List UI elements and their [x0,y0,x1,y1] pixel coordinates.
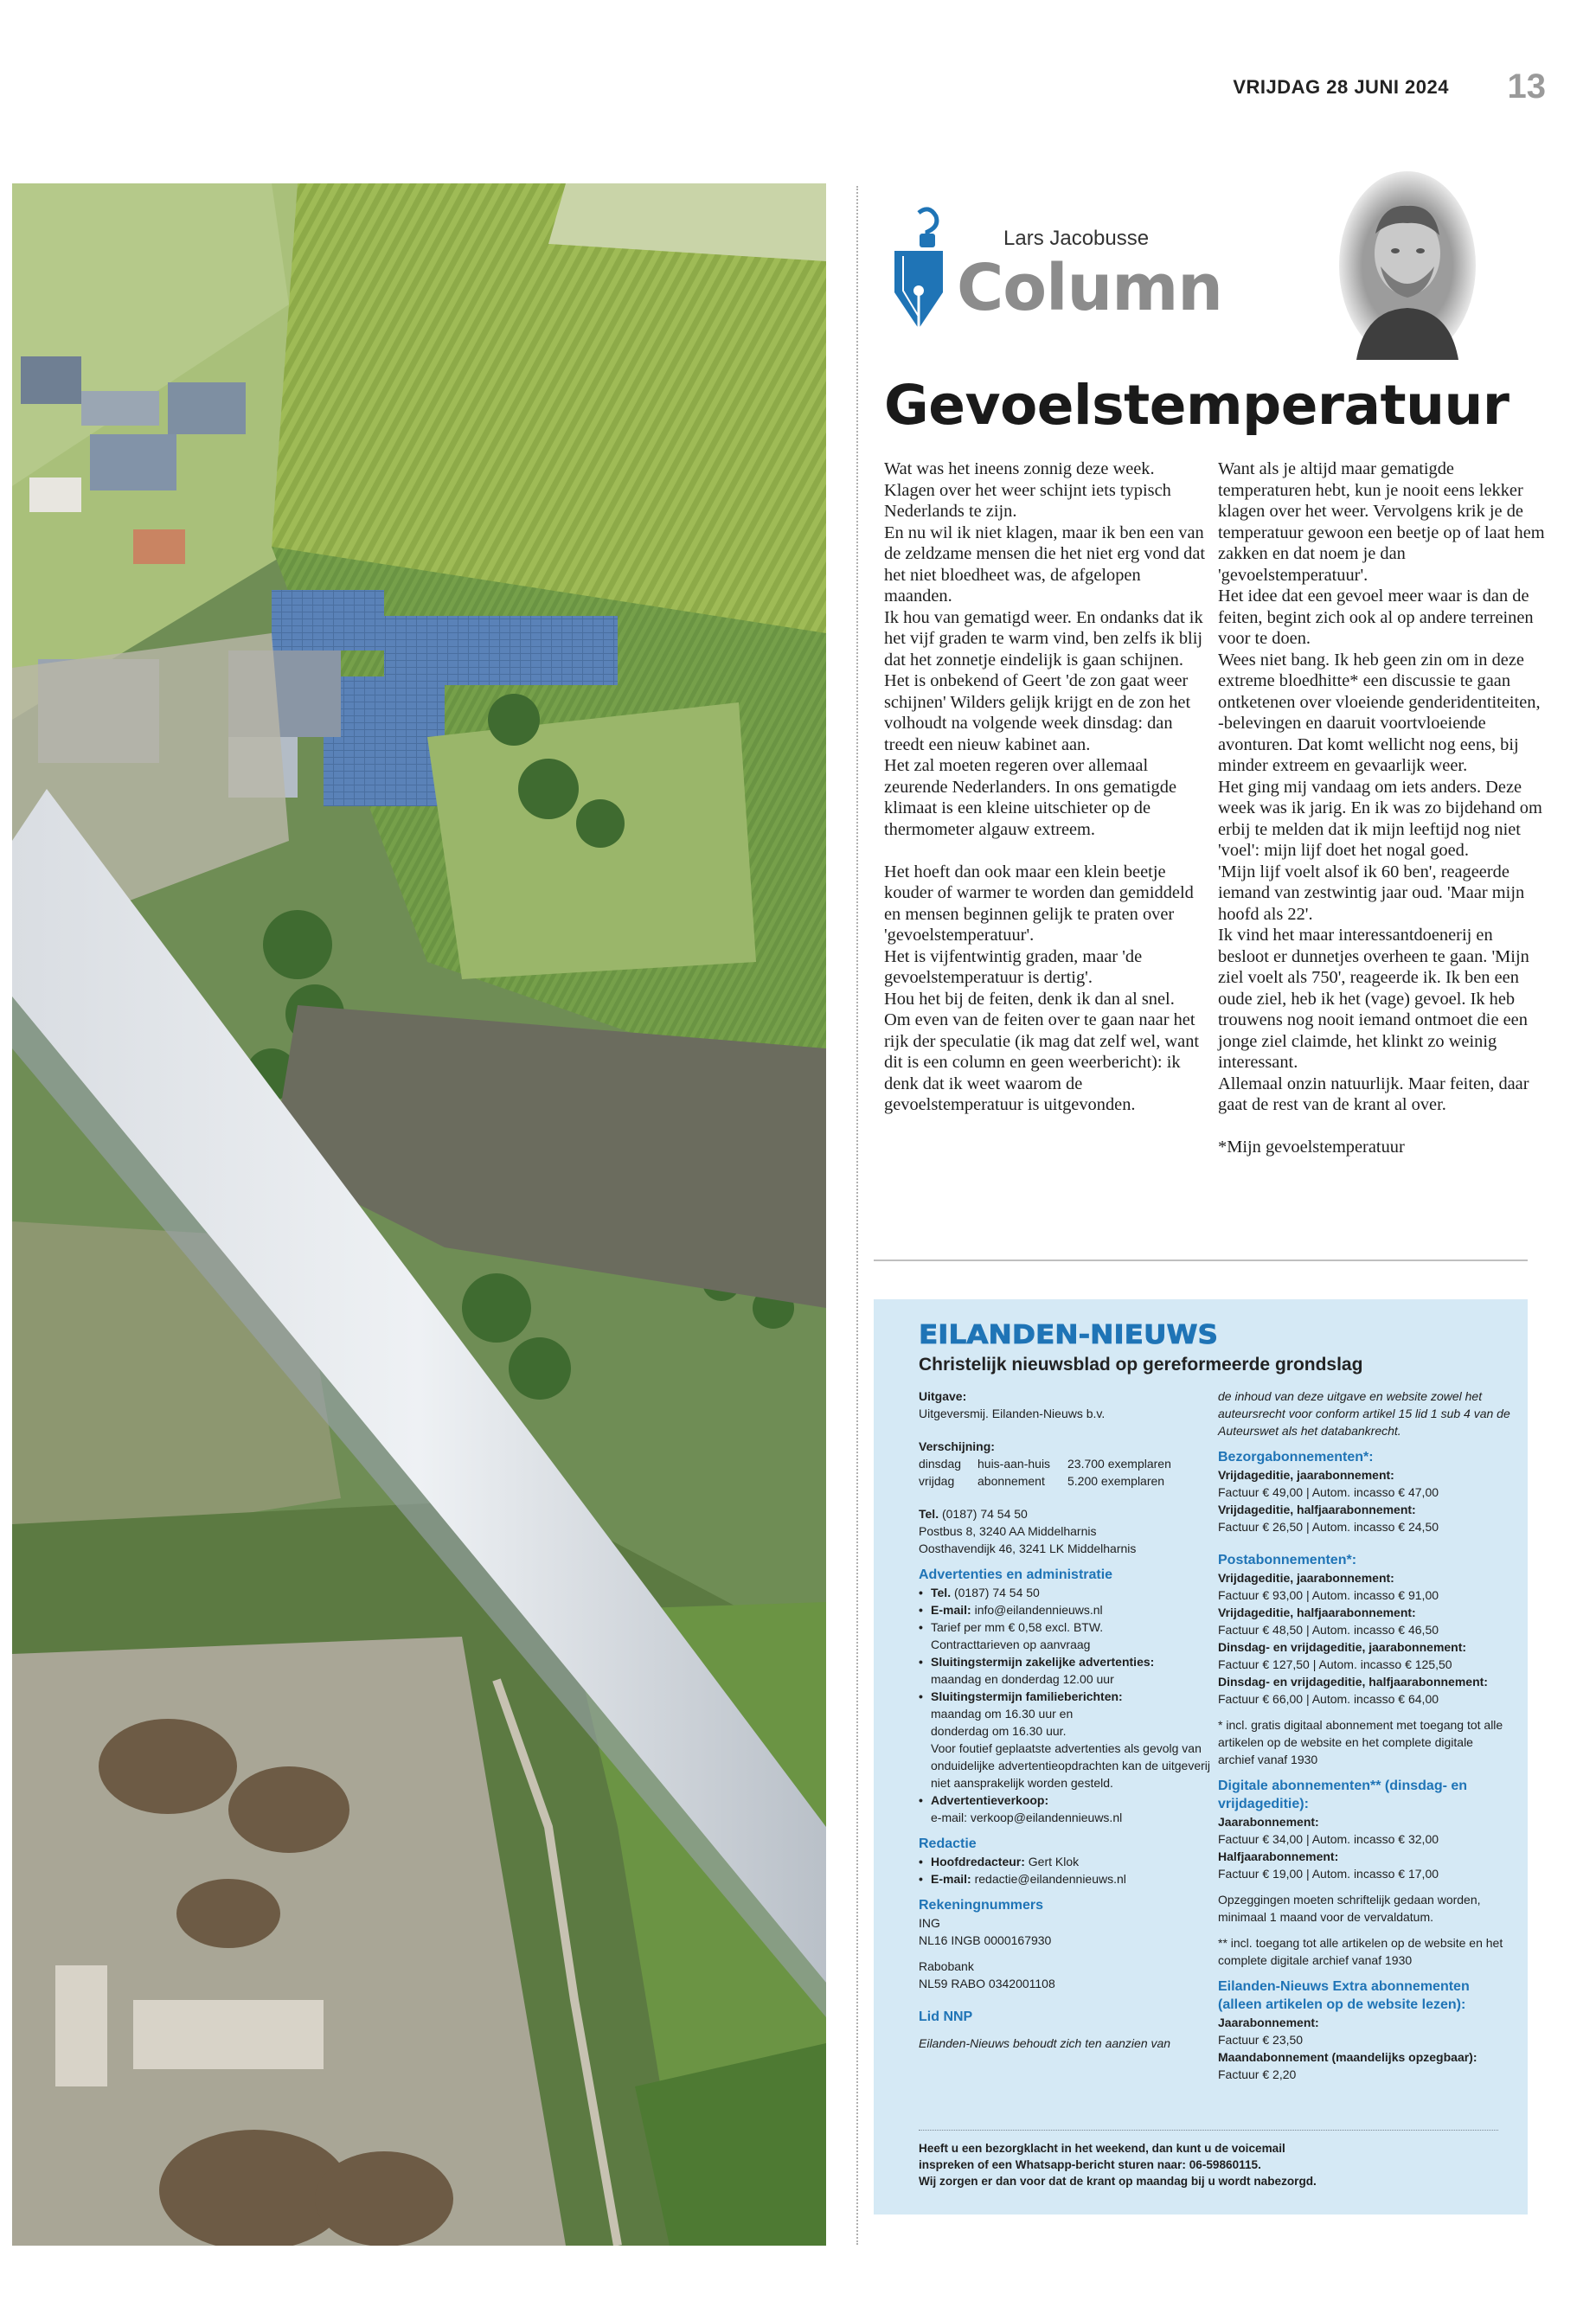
bezorg-half-label: Vrijdageditie, halfjaarabonnement: [1218,1503,1416,1516]
portrait-icon [1339,171,1476,360]
digitaal-heading: Digitale abonnementen** (dinsdag- en vrijdageditie): [1218,1779,1468,1811]
aerial-photo-icon [12,183,826,2246]
footer-line-2: inspreken of een Whatsapp-bericht sturen naar: 06-59860115. [919,2158,1261,2171]
adv-sluit-familie: • Sluitingstermijn familieberichten: maandag om 16.30 uur en donderdag om 16.30 uur. Voor foutief geplaatste advertenties als gevolg van onduidelijke advertentieopdrachten kan de uitgeverij niet aansprakelijk worden gesteld. [919,1688,1213,1791]
newspaper-logo-text: EILANDEN-NIEUWS [919,1320,1218,1349]
auteursrecht-rest: de inhoud van deze uitgave en website zowel het auteursrecht voor conform artikel 15 lid 1 sub 4 van de Auteurswet als het databankrecht. [1218,1389,1510,1438]
article-paragraph: Wat was het ineens zonnig deze week. [884,459,1155,478]
tel-line: Tel. (0187) 74 54 50 [919,1507,1028,1521]
verschijning-day: dinsdag [919,1457,962,1471]
verschijning-type: abonnement [977,1474,1045,1488]
column-divider [856,186,858,2245]
verschijning-row [919,1472,1213,1490]
post-vh-price: Factuur € 48,50 | Autom. incasso € 46,50 [1218,1623,1439,1637]
aerial-photo [12,183,826,2246]
colophon-separator [919,2130,1498,2131]
post-vj-label: Vrijdageditie, jaarabonnement: [1218,1571,1394,1585]
lid-nnp: Lid NNP [919,2009,973,2024]
article-paragraph: Allemaal onzin natuurlijk. Maar feiten, daar gaat de rest van de krant al over. [1218,1074,1529,1114]
author-name: Lars Jacobusse [1003,227,1150,250]
article-paragraph: Ik vind het maar interessantdoenerij en besloot er dunnetjes overheen te gaan. 'Mijn ziel voelt als 750', reageerde ik. Ik ben een oude ziel, heb ik het (vage) gevoel. Ik heb trouwens nog nooit iemand ontmoet die een jonge ziel claimde, het klinkt zo weinig interessant. [1218,926,1529,1072]
post-vj-price: Factuur € 93,00 | Autom. incasso € 91,00 [1218,1588,1439,1602]
colophon-tagline: Christelijk nieuwsblad op gereformeerde grondslag [919,1355,1363,1375]
article-paragraph: Het hoeft dan ook maar een klein beetje kouder of warmer te worden dan gemiddeld en mensen beginnen gelijk te praten over 'gevoelstemperatuur'. [884,862,1194,945]
article-paragraph: Het zal moeten regeren over allemaal zeurende Nederlanders. In ons gematigde klimaat is een kleine uitschieter op de thermometer algauw extreem. [884,756,1176,839]
article-divider [874,1259,1528,1261]
pen-mouse-icon [884,206,945,336]
post-dvj-label: Dinsdag- en vrijdageditie, jaarabonnement: [1218,1640,1467,1654]
address-1: Postbus 8, 3240 AA Middelharnis [919,1524,1097,1538]
rekening-heading: Rekeningnummers [919,1898,1044,1913]
auteursrecht-start: Eilanden-Nieuws behoudt zich ten aanzien van [919,2036,1171,2050]
article-paragraph: Want als je altijd maar gematigde temperaturen hebt, kun je nooit eens lekker klagen over het weer. Vervolgens krik je de temperatuur gewoon een beetje op of laat hem zakken en dat noem je dan 'gevoelstemperatuur'. [1218,459,1545,585]
adv-sluit-zakelijk: • Sluitingstermijn zakelijke advertenties: maandag en donderdag 12.00 uur [919,1653,1213,1688]
colophon-right-column [1218,1388,1512,2083]
post-dvh-label: Dinsdag- en vrijdageditie, halfjaarabonnement: [1218,1675,1488,1689]
article-paragraph: Klagen over het weer schijnt iets typisch Nederlands te zijn. [884,480,1171,521]
verschijning-row [919,1455,1213,1472]
dig-jaar-label: Jaarabonnement: [1218,1815,1319,1829]
article-title: Gevoelstemperatuur [884,374,1509,437]
bezorg-half-price: Factuur € 26,50 | Autom. incasso € 24,50 [1218,1520,1439,1534]
adv-email: • E-mail: info@eilandennieuws.nl [919,1601,1213,1618]
dig-half-label: Halfjaarabonnement: [1218,1849,1339,1863]
article-paragraph: Het is onbekend of Geert 'de zon gaat weer schijnen' Wilders gelijk krijgt en de zon het volhoudt na volgende week dinsdag: dan treedt een nieuw kabinet aan. [884,671,1191,754]
post-dvj-price: Factuur € 127,50 | Autom. incasso € 125,50 [1218,1657,1452,1671]
colophon-box [874,1299,1528,2214]
redactie-email: • E-mail: redactie@eilandennieuws.nl [919,1870,1213,1888]
article-paragraph: Het ging mij vandaag om iets anders. Deze week was ik jarig. En ik was zo bijdehand om erbij te melden dat ik mijn leeftijd nog niet 'voel': mijn lijf doet het nogal goed. [1218,777,1542,860]
article-paragraph: Het is vijfentwintig graden, maar 'de gevoelstemperatuur is dertig'. [884,946,1143,987]
adv-tel: • Tel. (0187) 74 54 50 [919,1584,1213,1601]
extra-maand-label: Maandabonnement (maandelijks opzegbaar): [1218,2050,1477,2064]
page-number: 13 [1507,67,1546,106]
uitgave-label: Uitgave: [919,1389,967,1403]
rabo-number: NL59 RABO 0342001108 [919,1977,1055,1990]
colophon-left-column [919,1388,1213,2052]
footer-line-1: Heeft u een bezorgklacht in het weekend, dan kunt u de voicemail [919,2142,1285,2155]
redactie-heading: Redactie [919,1836,977,1851]
extra-heading: Eilanden-Nieuws Extra abonnementen (alleen artikelen op de website lezen): [1218,1979,1470,2012]
article-paragraph: Ik hou van gematigd weer. En ondanks dat ik het vijf graden te warm vind, ben zelfs ik blij dat het zonnetje eindelijk is gaan schijnen. [884,607,1203,670]
header-date: VRIJDAG 28 JUNI 2024 [1233,76,1449,98]
article-paragraph: Wees niet bang. Ik heb geen zin om in deze extreme bloedhitte* een discussie te gaan ontketenen over vloeiende genderidentiteiten, -belevingen en daaruit voortvloeiende avonturen. Dat komt wellicht nog eens, bij minder extreem en gevaarlijk weer. [1218,650,1541,775]
article-body-column-2 [1218,458,1547,1158]
rabo-label: Rabobank [919,1959,974,1973]
address-2: Oosthavendijk 46, 3241 LK Middelharnis [919,1541,1137,1555]
adv-tarief: • Tarief per mm € 0,58 excl. BTW. Contracttarieven op aanvraag [919,1618,1213,1653]
post-dvh-price: Factuur € 66,00 | Autom. incasso € 64,00 [1218,1692,1439,1706]
verschijning-day: vrijdag [919,1474,955,1488]
verschijning-label: Verschijning: [919,1439,995,1453]
dig-half-price: Factuur € 19,00 | Autom. incasso € 17,00 [1218,1867,1439,1881]
bezorg-jaar-price: Factuur € 49,00 | Autom. incasso € 47,00 [1218,1485,1439,1499]
hoofdredacteur: • Hoofdredacteur: Gert Klok [919,1853,1213,1870]
verschijning-count: 5.200 exemplaren [1067,1474,1165,1488]
article-paragraph: Hou het bij de feiten, denk ik dan al snel. [884,989,1175,1009]
post-note: * incl. gratis digitaal abonnement met toegang tot alle artikelen op de website en het complete digitale archief vanaf 1930 [1218,1718,1503,1766]
article-paragraph: Om even van de feiten over te gaan naar het rijk der speculatie (ik mag dat zelf wel, want dit is een column en geen weerbericht): ik denk dat ik weet waarom de gevoelstemperatuur is uitgevonden. [884,1010,1200,1114]
adv-list [919,1584,1213,1826]
adv-heading: Advertenties en administratie [919,1567,1113,1582]
verschijning-count: 23.700 exemplaren [1067,1457,1171,1471]
article-paragraph: *Mijn gevoelstemperatuur [1218,1138,1405,1157]
bezorg-heading: Bezorgabonnementen*: [1218,1450,1374,1465]
redactie-list [919,1853,1213,1888]
uitgave-value: Uitgeversmij. Eilanden-Nieuws b.v. [919,1407,1106,1420]
bezorg-jaar-label: Vrijdageditie, jaarabonnement: [1218,1468,1394,1482]
footer-line-3: Wij zorgen er dan voor dat de krant op maandag bij u wordt nabezorgd. [919,2175,1317,2188]
opzeg-note: Opzeggingen moeten schriftelijk gedaan worden, minimaal 1 maand voor de vervaldatum. [1218,1893,1481,1924]
article-paragraph: 'Mijn lijf voelt alsof ik 60 ben', reageerde iemand van zestwintig jaar oud. 'Maar mijn hoofd als 22'. [1218,862,1525,924]
adv-verkoop: • Advertentieverkoop: e-mail: verkoop@eilandennieuws.nl [919,1791,1213,1826]
ing-label: ING [919,1916,940,1930]
extra-jaar-price: Factuur € 23,50 [1218,2033,1304,2047]
article-body-column-1 [884,458,1213,1116]
article-paragraph: En nu wil ik niet klagen, maar ik ben een van de zeldzame mensen die het niet erg vond dat het niet bloedheet was, de afgelopen maanden. [884,522,1206,606]
post-vh-label: Vrijdageditie, halfjaarabonnement: [1218,1606,1416,1619]
dig-jaar-price: Factuur € 34,00 | Autom. incasso € 32,00 [1218,1832,1439,1846]
digitaal-note: ** incl. toegang tot alle artikelen op de website en het complete digitale archief vanaf 1930 [1218,1936,1503,1967]
extra-jaar-label: Jaarabonnement: [1218,2016,1319,2029]
column-label: Column [957,251,1222,325]
ing-number: NL16 INGB 0000167930 [919,1933,1052,1947]
newspaper-logo [919,1318,1230,1349]
verschijning-type: huis-aan-huis [977,1457,1051,1471]
colophon-footer [919,2140,1507,2189]
post-heading: Postabonnementen*: [1218,1553,1357,1567]
article-paragraph: Het idee dat een gevoel meer waar is dan de feiten, begint zich ook al op andere terreinen voor te doen. [1218,586,1534,648]
extra-maand-price: Factuur € 2,20 [1218,2067,1297,2081]
